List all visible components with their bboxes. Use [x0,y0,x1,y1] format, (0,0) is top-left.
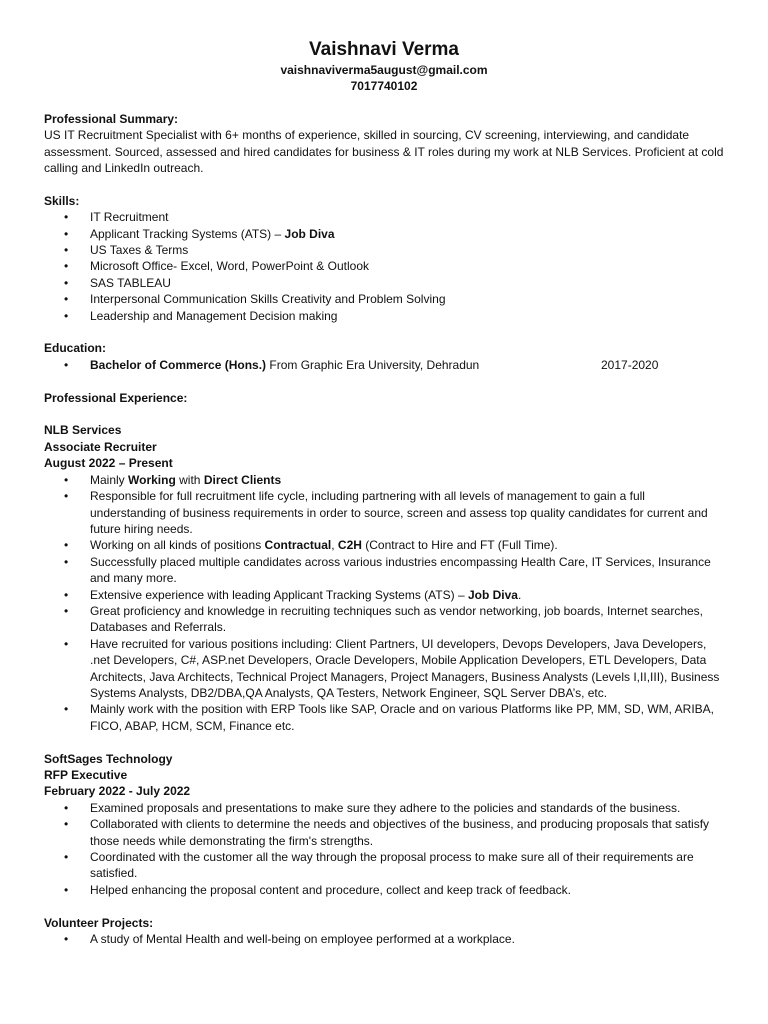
skills-list [44,209,724,324]
email[interactable]: vaishnaviverma5august@gmail.com [280,63,488,77]
job-dates: February 2022 - July 2022 [44,784,191,799]
list-item: • Leadership and Management Decision making [44,308,724,324]
list-item: • Examined proposals and presentations to make sure they adhere to the policies and standards of the business. [44,800,724,816]
job-role: RFP Executive [44,767,128,782]
phone: 7017740102 [350,79,418,94]
volunteer-section [44,915,724,948]
candidate-name: Vaishnavi Verma [309,39,459,60]
school: From Graphic Era University, Dehradun [266,357,480,372]
list-item: • Mainly work with the position with ERP Tools like SAP, Oracle and on various Platforms like PP, MM, SD, WM, ARIBA, FICO, ABAP, HCM, SCM, Finance etc. [44,701,724,734]
list-item: • Have recruited for various positions including: Client Partners, UI developers, Devops Developers, Java Developers, .net Developers, C#, ASP.net Developers, Oracle Developers, Mobile Application Developers, ETL Developers, Data Architects, Java Architects, Technical Project Managers, Project Managers, Business Analysts (Levels I,II,III), Business Systems Analysts, DB2/DBA,QA Analysts, QA Testers, Network Engineer, SQL Server DBA’s, etc. [44,636,724,702]
list-item: • Extensive experience with leading Applicant Tracking Systems (ATS) – Job Diva. [44,587,724,603]
job-role: Associate Recruiter [44,439,157,454]
degree: Bachelor of Commerce (Hons.) [90,357,267,372]
list-item: • SAS TABLEAU [44,275,724,291]
list-item: • Successfully placed multiple candidates across various industries encompassing Health Care, IT Services, Insurance and many more. [44,554,724,587]
resume-header [44,38,724,95]
job-nlb [44,422,724,734]
list-item: • Working on all kinds of positions Contractual, C2H (Contract to Hire and FT (Full Time). [44,537,724,553]
list-item [44,357,724,373]
summary-section [44,111,724,177]
job-bullets [44,472,724,735]
job-softsages [44,751,724,899]
education-heading: Education: [44,341,106,356]
list-item: • Helped enhancing the proposal content and procedure, collect and keep track of feedback. [44,882,724,898]
company-name: SoftSages Technology [44,751,173,766]
list-item: • Mainly Working with Direct Clients [44,472,724,488]
company-name: NLB Services [44,423,122,438]
skills-heading: Skills: [44,193,80,208]
volunteer-heading: Volunteer Projects: [44,915,154,930]
list-item: • US Taxes & Terms [44,242,724,258]
summary-text: US IT Recruitment Specialist with 6+ months of experience, skilled in sourcing, CV screening, interviewing, and candidate assessment. Sourced, assessed and hired candidates for business & IT roles during my work at NLB Services. Proficient at cold calling and LinkedIn outreach. [44,128,724,176]
summary-heading: Professional Summary: [44,111,179,126]
list-item: • Interpersonal Communication Skills Creativity and Problem Solving [44,291,724,307]
skills-section [44,193,724,324]
job-bullets [44,800,724,898]
list-item: • Great proficiency and knowledge in recruiting techniques such as vendor networking, job boards, Internet searches, Databases and Referrals. [44,603,724,636]
volunteer-list [44,931,724,947]
list-item: • Coordinated with the customer all the way through the proposal process to make sure all of their requirements are satisfied. [44,849,724,882]
experience-heading: Professional Experience: [44,390,188,405]
list-item: • A study of Mental Health and well-being on employee performed at a workplace. [44,931,724,947]
education-section [44,340,724,373]
job-dates: August 2022 – Present [44,456,173,471]
list-item: • Microsoft Office- Excel, Word, PowerPoint & Outlook [44,258,724,274]
list-item: • Applicant Tracking Systems (ATS) – Job Diva [44,226,724,242]
education-years: 2017-2020 [601,357,659,372]
experience-section [44,390,724,406]
list-item: • Collaborated with clients to determine the needs and objectives of the business, and producing proposals that satisfy those needs while demonstrating the firm's strengths. [44,816,724,849]
education-list [44,357,724,373]
list-item: • IT Recruitment [44,209,724,225]
list-item: • Responsible for full recruitment life cycle, including partnering with all levels of management to gain a full understanding of business requirements in order to source, screen and assess top quality candidates for current and future hiring needs. [44,488,724,537]
